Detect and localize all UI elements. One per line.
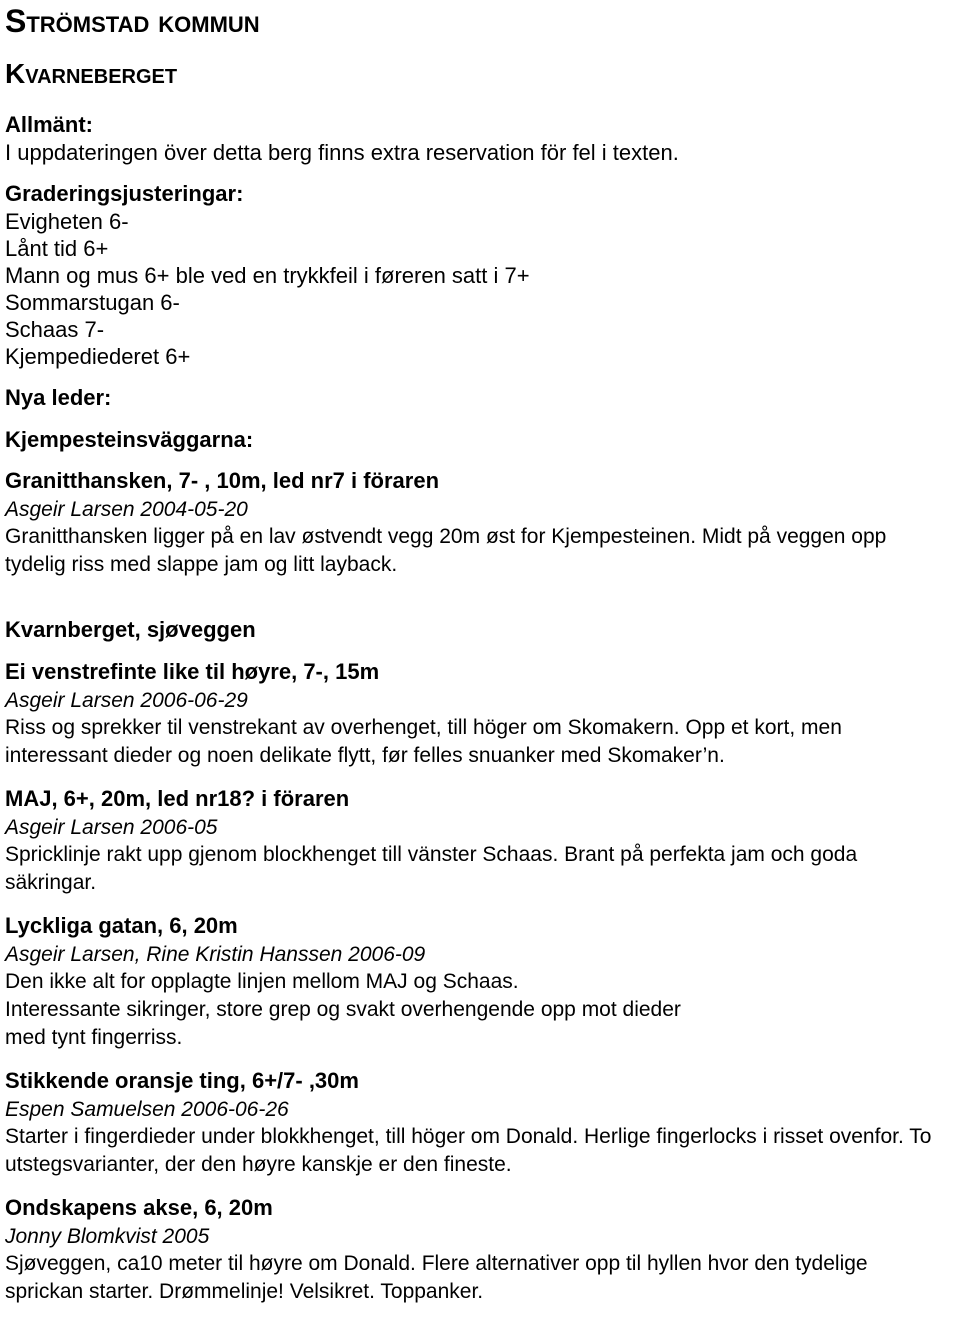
municipality-title: Strömstad kommun — [5, 3, 260, 39]
route-entry — [5, 1066, 960, 1179]
general-text: I uppdateringen över detta berg finns extra reservation för fel i texten. — [5, 140, 679, 165]
route-author: Jonny Blomkvist 2005 — [5, 1225, 210, 1248]
route-entry — [5, 466, 960, 579]
route-author: Espen Samuelsen 2006-06-26 — [5, 1098, 289, 1121]
route-description-line: Interessante sikringer, store grep og svakt overhengende opp mot dieder — [5, 998, 681, 1021]
grade-adjustment-item: Sommarstugan 6- — [5, 290, 180, 315]
route-author: Asgeir Larsen 2004-05-20 — [5, 498, 248, 521]
route-description: Spricklinje rakt upp gjenom blockhenget till vänster Schaas. Brant på perfekta jam och goda säkringar. — [5, 843, 858, 894]
route-entry — [5, 784, 960, 897]
route-name: Ondskapens akse, 6, 20m — [5, 1195, 273, 1220]
grade-adjustment-item: Mann og mus 6+ ble ved en trykkfeil i føreren satt i 7+ — [5, 263, 530, 288]
route-name: Granitthansken, 7- , 10m, led nr7 i föraren — [5, 468, 440, 493]
grade-adjustment-item: Kjempediederet 6+ — [5, 344, 191, 369]
grade-adjustment-item: Evigheten 6- — [5, 209, 129, 234]
grade-adjustment-item: Lånt tid 6+ — [5, 236, 109, 261]
route-entry — [5, 1193, 960, 1306]
route-author: Asgeir Larsen, Rine Kristin Hanssen 2006-09 — [5, 943, 426, 966]
route-name: Lyckliga gatan, 6, 20m — [5, 913, 238, 938]
route-description: Granitthansken ligger på en lav østvendt vegg 20m øst for Kjempesteinen. Midt på veggen opp tydelig riss med slappe jam og litt layback. — [5, 525, 887, 576]
route-name: MAJ, 6+, 20m, led nr18? i föraren — [5, 786, 350, 811]
route-name: Stikkende oransje ting, 6+/7- ,30m — [5, 1068, 359, 1093]
route-description: Sjøveggen, ca10 meter til høyre om Donald. Flere alternativer opp til hyllen hvor den tydelige sprickan starter. Drømmelinje! Velsikret. Toppanker. — [5, 1252, 868, 1303]
route-description-line: med tynt fingerriss. — [5, 1026, 183, 1049]
route-name: Ei venstrefinte like til høyre, 7-, 15m — [5, 659, 380, 684]
crag-title: Kvarneberget — [5, 58, 178, 89]
grade-adjustments-section — [5, 180, 960, 370]
route-description-line: Den ikke alt for opplagte linjen mellom MAJ og Schaas. — [5, 970, 519, 993]
general-section — [5, 111, 960, 166]
route-entry — [5, 615, 960, 770]
area-heading: Kvarnberget, sjøveggen — [5, 617, 256, 642]
route-entry — [5, 911, 960, 1052]
new-routes-section — [5, 382, 960, 456]
general-heading: Allmänt: — [5, 112, 93, 137]
route-author: Asgeir Larsen 2006-06-29 — [5, 689, 248, 712]
route-author: Asgeir Larsen 2006-05 — [5, 816, 218, 839]
grade-adjustments-heading: Graderingsjusteringar: — [5, 181, 244, 206]
grade-adjustment-item: Schaas 7- — [5, 317, 105, 342]
new-routes-heading: Nya leder: — [5, 385, 112, 410]
route-description: Riss og sprekker til venstrekant av overhenget, till höger om Skomakern. Opp et kort, men interessant dieder og noen delikate flytt, før felles snuanker med Skomaker’n. — [5, 716, 842, 767]
route-description: Starter i fingerdieder under blokkhenget, till höger om Donald. Herlige fingerlocks i risset ovenfor. To utstegsvarianter, der den høyre kanskje er den fineste. — [5, 1125, 932, 1176]
new-routes-subheading: Kjempesteinsväggarna: — [5, 427, 254, 452]
